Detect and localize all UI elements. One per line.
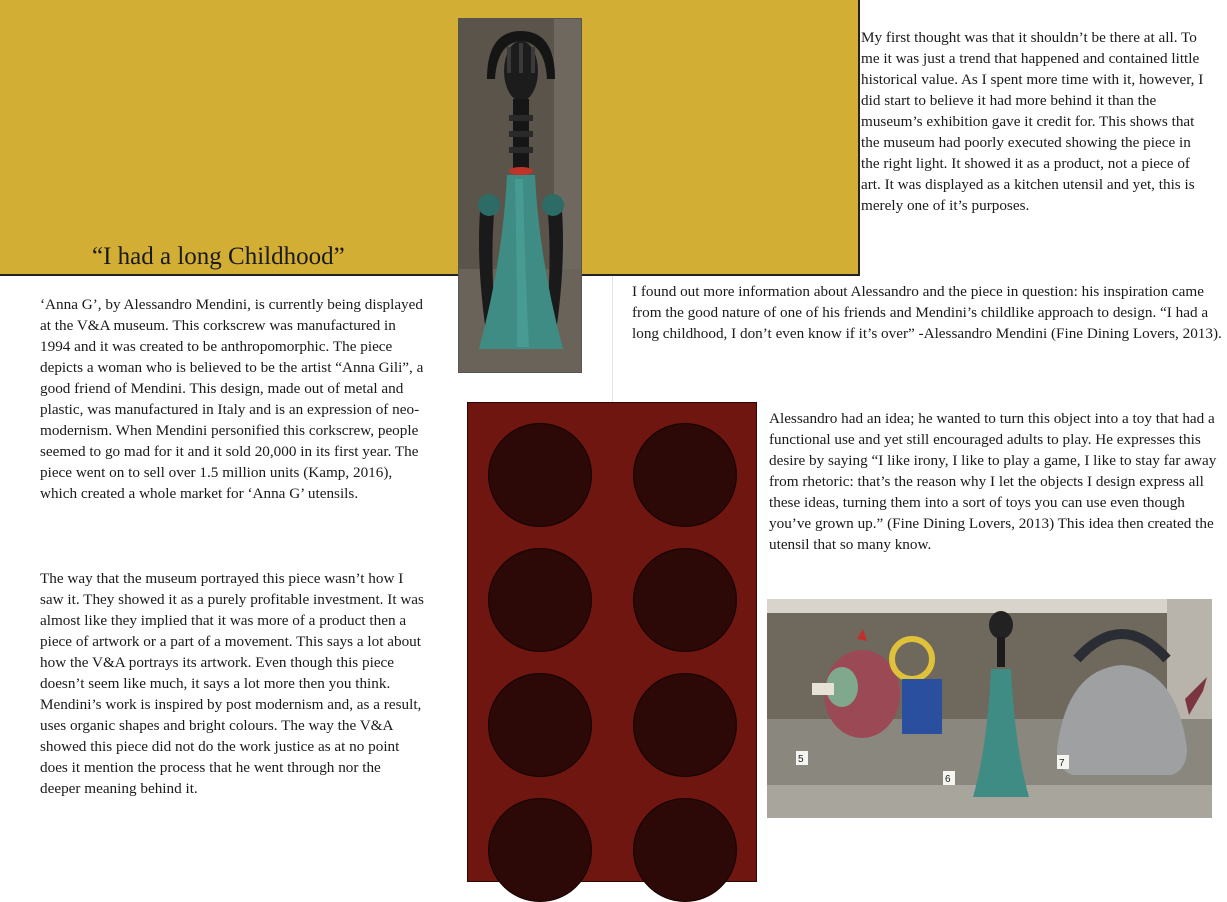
decorative-dot: [633, 548, 737, 652]
body-paragraph: ‘Anna G’, by Alessandro Mendini, is currently being displayed at the V&A museum. This corkscrew was manufactured in 1994 and it was created to be anthropomorphic. The piece depicts a woman who is believed to be the artist “Anna Gili”, a good friend of Mendini. This design, made out of metal and plastic, was manufactured in Italy and is an expression of neo-modernism. When Mendini personified this corkscrew, people seemed to go mad for it and it sold 20,000 in its first year. The piece went on to sell over 1.5 million units (Kamp, 2016), which created a whole market for ‘Anna G’ utensils.: [40, 296, 424, 502]
decorative-dot-panel: [467, 402, 757, 882]
corkscrew-illustration: [459, 19, 582, 373]
shelf-label: 6: [945, 774, 951, 785]
decorative-dot: [633, 673, 737, 777]
shelf-label: 5: [798, 754, 804, 765]
museum-display-photo: [767, 599, 1212, 818]
museum-display-illustration: [767, 599, 1212, 818]
corkscrew-photo: [458, 18, 582, 373]
decorative-dot: [488, 423, 592, 527]
decorative-dot: [488, 548, 592, 652]
body-paragraph: My first thought was that it shouldn’t be there at all. To me it was just a trend that happened and contained little historical value. As I spent more time with it, however, I did start to believe it had more behind it than the museum’s exhibition gave it credit for. This shows that the museum had poorly executed showing the piece in the right light. It showed it as a product, not a piece of art. It was displayed as a kitchen utensil and yet, this is merely one of it’s purposes.: [861, 29, 1204, 214]
title-banner: [0, 0, 860, 276]
body-paragraph: Alessandro had an idea; he wanted to turn this object into a toy that had a functional use and yet still encouraged adults to play. He expresses this desire by saying “I like irony, I like to play a game, I like to stay far away from rhetoric: that’s the reason why I let the objects I design express all these ideas, turning them into a sort of toys you can use even though you’ve grown up.” (Fine Dining Lovers, 2013) This idea then created the utensil that so many know.: [769, 410, 1217, 553]
body-paragraph: The way that the museum portrayed this piece wasn’t how I saw it. They showed it as a purely profitable investment. It was almost like they implied that it was more of a product then a piece of artwork or a part of a movement. This says a lot about how the V&A portrays its artwork. Even though this piece doesn’t seem like much, it says a lot more then you think. Mendini’s work is inspired by post modernism and, as a result, uses organic shapes and bright colours. The way the V&A showed this piece did not do the work justice as at no point does it mention the process that he went through nor the deeper meaning behind it.: [40, 570, 424, 797]
page-title: “I had a long Childhood”: [92, 243, 345, 270]
decorative-dot: [488, 798, 592, 902]
decorative-dot: [488, 673, 592, 777]
shelf-label: 7: [1059, 758, 1065, 769]
decorative-dot: [633, 798, 737, 902]
body-paragraph: I found out more information about Alessandro and the piece in question: his inspiration came from the good nature of one of his friends and Mendini’s childlike approach to design. “I had a long childhood, I don’t even know if it’s over” -Alessandro Mendini (Fine Dining Lovers, 2013).: [632, 283, 1222, 342]
decorative-dot: [633, 423, 737, 527]
